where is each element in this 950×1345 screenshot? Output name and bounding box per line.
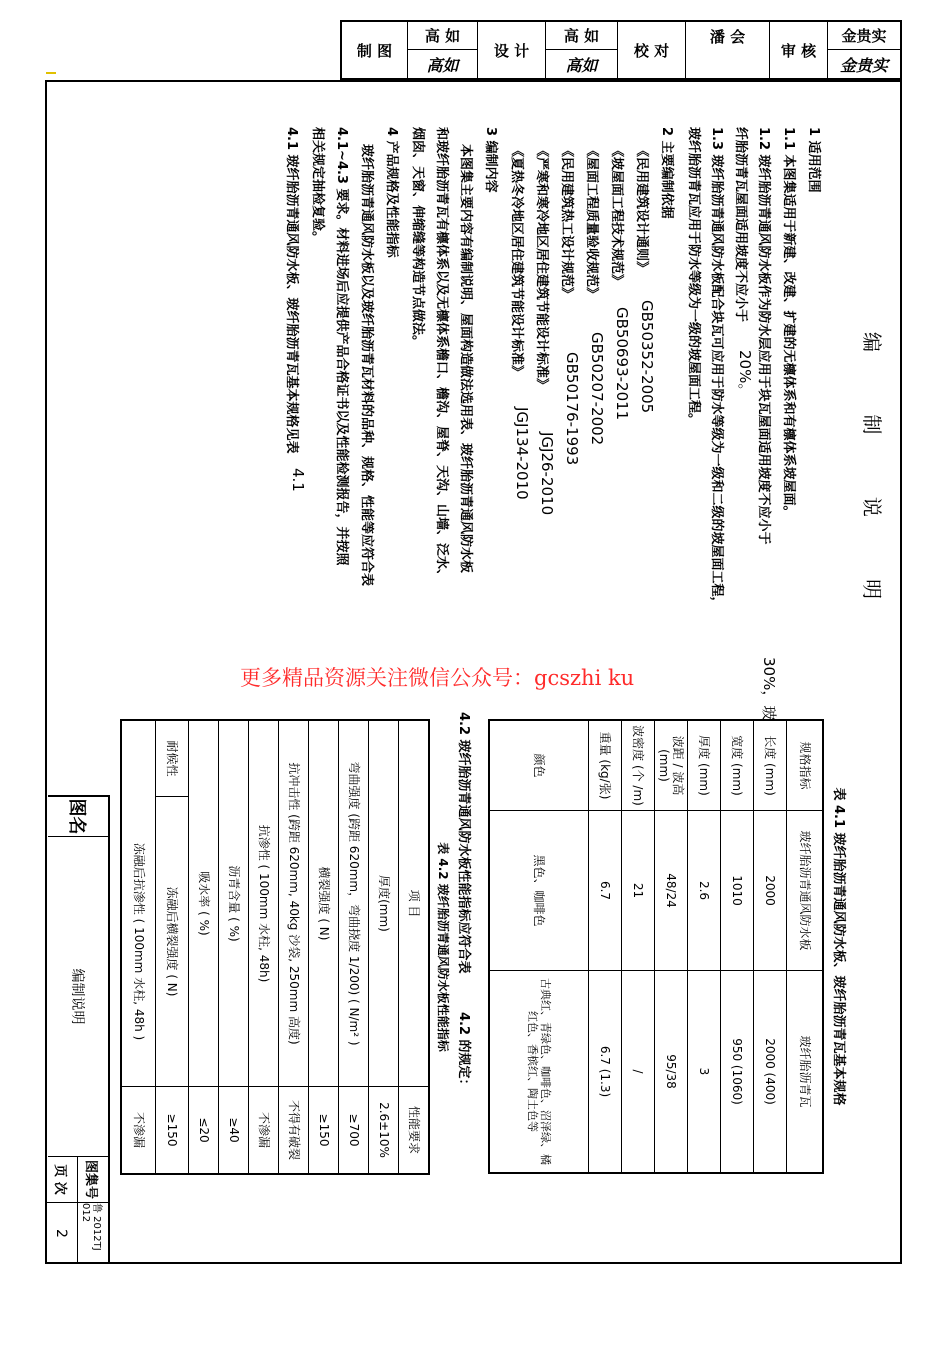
section-3-heading: 3 编制内容 <box>483 127 498 193</box>
section-4-c: 相关规定抽检复验。 <box>310 127 325 245</box>
page-number: 2 <box>53 1229 70 1238</box>
design-name: 高 如 <box>546 22 618 50</box>
table-row <box>155 721 188 1173</box>
table-header-cell: 性能要求 <box>406 1105 421 1154</box>
section-1-2c: 纤胎沥青瓦屋面适用坡度不应小于 <box>733 127 748 323</box>
table-cell: 不得有破裂 <box>286 1099 301 1160</box>
table-cell: 6.7 <box>589 811 621 971</box>
section-1-2a: 1.2 玻纤胎沥青通风防水板作为防水层应用于块瓦屋面适用坡度不应小于 <box>756 127 771 545</box>
atlas-number-label: 图集号 <box>77 1157 108 1203</box>
table-row <box>588 721 621 1172</box>
table-cell: 厚度(mm) <box>369 721 398 1087</box>
yellow-mark <box>46 72 56 74</box>
table-cell: 2000 (400) <box>763 1038 778 1105</box>
durability-label: 耐候性 <box>156 721 188 797</box>
table-cell: 21 <box>622 811 654 971</box>
table-row <box>621 721 654 1172</box>
section-1-1: 1.1 本图集适用于新建、改建、扩建的无檩体系和有檩体系坡屋面。 <box>781 127 796 519</box>
table-row <box>308 721 338 1173</box>
table-cell: ≥150 <box>165 1113 180 1147</box>
title-block <box>340 20 902 80</box>
section-4-heading: 4 产品规格及性能指标 <box>384 127 399 258</box>
document-title: 编 制 说 明 <box>860 332 884 628</box>
table-cell: 黑色、咖啡色 <box>490 811 588 971</box>
watermark-text: 更多精品资源关注微信公众号：gcszhi ku <box>240 666 635 690</box>
table-cell: 古典红、青绿色、咖啡色、沼泽绿、橘红色、香槟红、陶土色等 <box>526 978 553 1165</box>
table-cell: ≥150 <box>316 1113 331 1147</box>
section-4-2b: 4.2 的规定： <box>456 1012 471 1092</box>
table-cell: 弯曲强度 (跨距 620mm，弯曲挠度 1/200) ( N/m² ) <box>339 721 368 1087</box>
table-cell: 沥青含量 ( %) <box>219 721 248 1087</box>
ref-6-code: JGJ134-2010 <box>513 407 531 500</box>
ref-4-name: 《民用建筑热工设计规范》 <box>559 144 574 301</box>
ref-6-name: 《夏热冬冷地区居住建筑节能设计标准》 <box>509 144 524 379</box>
section-1-3a: 1.3 玻纤胎沥青通风防水板配合块瓦可应用于防水等级为一级和二级的坡屋面工程， <box>709 127 724 610</box>
design-signature: 高如 <box>546 50 618 78</box>
table-cell: 2000 <box>754 811 786 971</box>
table-cell: 重量 (kg/张) <box>589 721 621 811</box>
table-cell: 颜色 <box>490 721 588 811</box>
table-cell: 冻融后抗渗性 ( 100mm 水柱, 48h ) <box>122 797 155 1087</box>
table-cell: 6.7 (1.3) <box>598 1045 613 1098</box>
table-row <box>278 721 308 1173</box>
table-row <box>122 721 155 1173</box>
section-1-3b: 玻纤胎沥青瓦应用于防水等级为一级的坡屋面工程。 <box>686 127 701 427</box>
table-row <box>720 721 753 1172</box>
section-1-2d: 20%。 <box>736 350 754 399</box>
section-4-1-ref: 4.1 <box>289 468 307 492</box>
table-cell: 1010 <box>721 811 753 971</box>
review-signature: 金贵实 <box>839 55 888 75</box>
table-cell: 48/24 <box>655 811 687 971</box>
table-cell: 不渗漏 <box>256 1111 271 1148</box>
drawn-name: 高 如 <box>408 22 478 50</box>
ref-2-code: GB50693-2011 <box>613 307 631 421</box>
table-4-2 <box>120 719 450 1175</box>
table-cell: 3 <box>697 1067 712 1076</box>
table-header-cell: 规格指标 <box>787 721 822 811</box>
table-row <box>248 721 278 1173</box>
section-3-c: 烟囱、天窗、伸缩缝等构造节点做法。 <box>410 127 425 349</box>
section-3-a: 本图集主要内容有编制说明、屋面构造做法选用表、玻纤胎沥青通风防水板 <box>458 144 473 574</box>
ref-2-name: 《坡屋面工程技术规范》 <box>609 144 624 288</box>
page-label: 页 次 <box>46 1157 77 1203</box>
table-cell: ≥40 <box>226 1117 241 1143</box>
ref-3-code: GB50207-2002 <box>588 332 606 446</box>
table-cell: 长度 (mm) <box>754 721 786 811</box>
table-row <box>687 721 720 1172</box>
check-label: 校 对 <box>618 22 686 78</box>
section-1-heading: 1 适用范围 <box>806 127 821 193</box>
table-row <box>490 721 588 1172</box>
table-row <box>753 721 786 1172</box>
table-cell: ≥700 <box>346 1113 361 1147</box>
table-row <box>338 721 368 1173</box>
ref-3-name: 《屋面工程质量验收规范》 <box>584 144 599 301</box>
table-4-1-caption: 表 4.1 玻纤胎沥青通风防水板、玻纤胎沥青瓦基本规格 <box>831 787 846 1106</box>
table-row <box>786 721 822 1172</box>
review-label: 审 核 <box>770 22 828 78</box>
drawing-name-block <box>48 795 110 1262</box>
table-row <box>398 721 428 1173</box>
table-cell: 波距 / 波高 (mm) <box>655 721 687 811</box>
section-4-2a: 4.2 玻纤胎沥青通风防水板性能指标应符合表 <box>456 712 471 974</box>
table-row <box>654 721 687 1172</box>
table-cell: 吸水率 ( %) <box>189 721 218 1087</box>
figure-name-label: 图名 <box>48 797 108 837</box>
ref-5-name: 《严寒和寒冷地区居住建筑节能设计标准》 <box>534 144 549 392</box>
drawn-label: 制 图 <box>342 22 408 78</box>
table-cell: ≤20 <box>196 1117 211 1143</box>
table-cell: 抗冲击性 (跨距 620mm, 40kg 沙袋, 250mm 高度) <box>279 721 308 1087</box>
section-4-a: 玻纤胎沥青通风防水板以及玻纤胎沥青瓦材料的品种、规格、性能等应符合表 <box>359 144 374 587</box>
ref-1-name: 《民用建筑设计通则》 <box>634 144 649 275</box>
table-cell: 2.6±10% <box>376 1102 391 1158</box>
table-cell: 95/38 <box>664 1054 679 1089</box>
ref-5-code: JGJ26-2010 <box>538 432 556 516</box>
table-header-cell: 玻纤胎沥青瓦 <box>797 1035 812 1108</box>
table-cell: / <box>631 1069 646 1074</box>
drawn-signature: 高如 <box>408 50 478 78</box>
design-label: 设 计 <box>478 22 546 78</box>
figure-name: 编制说明 <box>48 837 108 1157</box>
table-header-cell: 项 目 <box>399 721 428 1087</box>
table-cell: 宽度 (mm) <box>721 721 753 811</box>
section-4-b: 4.1~4.3 要求。材料进场后应提供产品合格证书以及性能检测报告，并按照 <box>334 127 349 566</box>
table-row <box>218 721 248 1173</box>
review-name: 金贵实 <box>828 22 900 50</box>
table-cell: 950 (1060) <box>730 1038 745 1105</box>
check-name: 潘 会 <box>686 22 770 78</box>
table-cell: 2.6 <box>688 811 720 971</box>
table-row <box>188 721 218 1173</box>
section-4-1: 4.1 玻纤胎沥青通风防水板、玻纤胎沥青瓦基本规格见表 <box>284 127 299 454</box>
ref-1-code: GB50352-2005 <box>638 300 656 414</box>
section-2-heading: 2 主要编制依据 <box>659 127 674 219</box>
table-cell: 横裂强度 ( N) <box>309 721 338 1087</box>
table-cell: 冻融后横裂强度 ( N) <box>156 797 188 1087</box>
table-4-2-caption: 表 4.2 玻纤胎沥青通风防水板性能指标 <box>436 842 450 1052</box>
table-cell: 抗渗性 ( 100mm 水柱, 48h) <box>249 721 278 1087</box>
table-cell: 波密度 (个 /m) <box>622 721 654 811</box>
ref-4-code: GB50176-1993 <box>563 352 581 466</box>
atlas-number: 鲁 2012TJ 012 <box>77 1203 108 1264</box>
section-3-b: 和玻纤胎沥青瓦有檩体系以及无檩体系檐口、檐沟、屋脊、天沟、山墙、泛水、 <box>434 127 449 583</box>
table-cell: 厚度 (mm) <box>688 721 720 811</box>
table-cell: 不渗漏 <box>131 1111 146 1148</box>
table-4-1 <box>488 719 846 1174</box>
section-1-2b: 30%，玻 <box>760 657 778 721</box>
table-header-cell: 玻纤胎沥青通风防水板 <box>787 811 822 971</box>
table-row <box>368 721 398 1173</box>
